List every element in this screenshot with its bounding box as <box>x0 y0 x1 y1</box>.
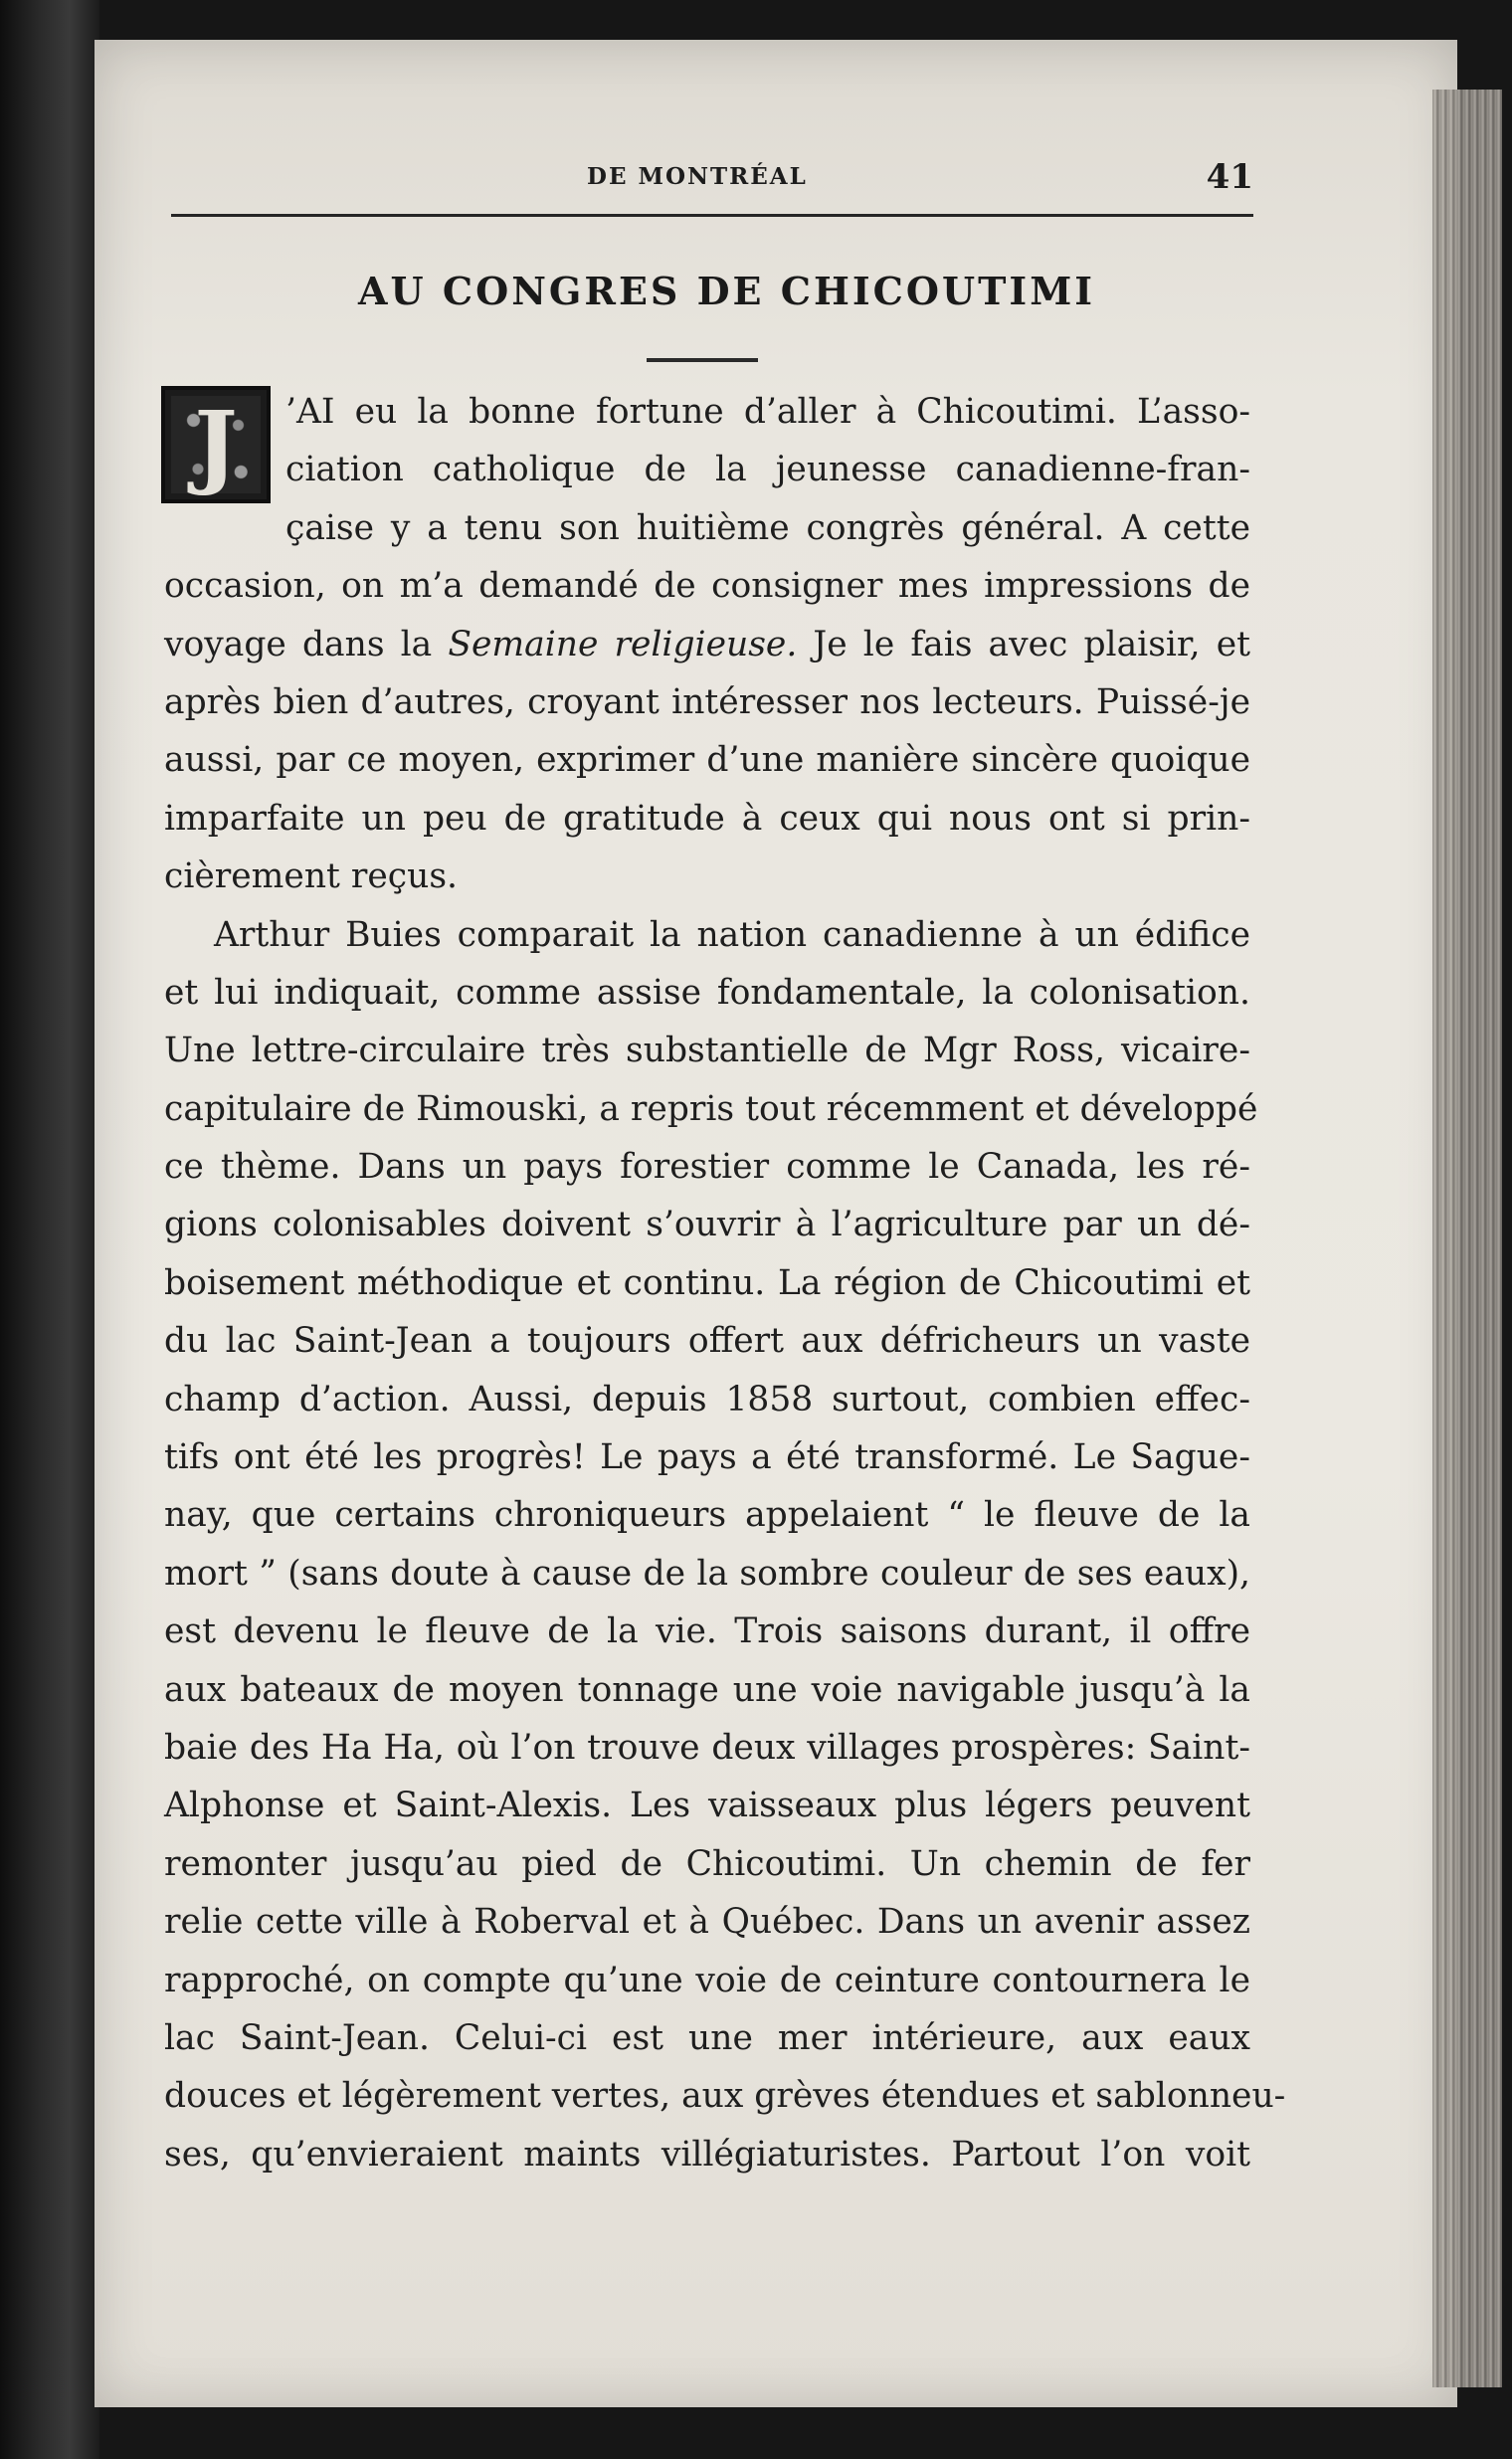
text-line: ciation catholique de la jeunesse canadienne-fran- <box>285 450 1250 490</box>
text-line: boisement méthodique et continu. La région de Chicoutimi et <box>164 1262 1250 1303</box>
dropcap-letter: J <box>194 391 238 498</box>
text-line: gions colonisables doivent s’ouvrir à l’agriculture par un dé- <box>164 1205 1250 1245</box>
header-rule <box>171 214 1253 217</box>
text-line: après bien d’autres, croyant intéresser nos lecteurs. Puissé-je <box>164 681 1250 722</box>
title-rule <box>647 358 758 362</box>
text-line: tifs ont été les progrès! Le pays a été transformé. Le Sague- <box>164 1437 1250 1478</box>
page-number: 41 <box>1206 157 1253 197</box>
text-line: capitulaire de Rimouski, a repris tout récemment et développé <box>164 1088 1258 1129</box>
italic-title: Semaine religieuse. <box>448 624 798 664</box>
text-line: relie cette ville à Roberval et à Québec. Dans un avenir assez <box>164 1902 1250 1943</box>
text-line: ce thème. Dans un pays forestier comme le Canada, les ré- <box>164 1147 1250 1188</box>
text-line: lac Saint-Jean. Celui-ci est une mer intérieure, aux eaux <box>164 2017 1250 2058</box>
running-head <box>169 157 1253 197</box>
text-line: ’AI eu la bonne fortune d’aller à Chicoutimi. L’asso- <box>285 392 1250 432</box>
text-line: nay, que certains chroniqueurs appelaient “ le fleuve de la <box>164 1495 1250 1536</box>
text-line: çaise y a tenu son huitième congrès général. A cette <box>285 507 1250 548</box>
text-line: Arthur Buies comparait la nation canadienne à un édifice <box>214 914 1250 955</box>
text-line: mort ” (sans doute à cause de la sombre couleur de ses eaux), <box>164 1553 1250 1594</box>
text-line: rapproché, on compte qu’une voie de ceinture contournera le <box>164 1960 1250 2000</box>
facing-page-edge <box>0 0 99 2459</box>
text-line: Une lettre-circulaire très substantielle de Mgr Ross, vicaire- <box>164 1031 1250 1071</box>
text-line: aussi, par ce moyen, exprimer d’une manière sincère quoique <box>164 740 1250 781</box>
text-line: remonter jusqu’au pied de Chicoutimi. Un chemin de fer <box>164 1843 1250 1884</box>
running-head-title: DE MONTRÉAL <box>587 163 808 190</box>
text-line: baie des Ha Ha, où l’on trouve deux villages prospères: Saint- <box>164 1727 1250 1768</box>
text-line: est devenu le fleuve de la vie. Trois saisons durant, il offre <box>164 1611 1250 1652</box>
text-line: cièrement reçus. <box>164 856 458 897</box>
text-line: aux bateaux de moyen tonnage une voie navigable jusqu’à la <box>164 1669 1250 1710</box>
text-line: imparfaite un peu de gratitude à ceux qui nous ont si prin- <box>164 798 1250 839</box>
text-line: du lac Saint-Jean a toujours offert aux défricheurs un vaste <box>164 1321 1250 1362</box>
text-line: Alphonse et Saint-Alexis. Les vaisseaux plus légers peuvent <box>164 1786 1250 1826</box>
text-line: champ d’action. Aussi, depuis 1858 surtout, combien effec- <box>164 1379 1250 1419</box>
text-segment: voyage dans la <box>164 624 449 664</box>
chapter-title: AU CONGRES DE CHICOUTIMI <box>358 269 1096 313</box>
text-segment: Je le fais avec plaisir, et <box>797 624 1251 664</box>
text-line: douces et légèrement vertes, aux grèves étendues et sablonneu- <box>164 2076 1286 2117</box>
text-line: occasion, on m’a demandé de consigner mes impressions de <box>164 566 1250 607</box>
body-text <box>164 383 1286 2183</box>
text-line: ses, qu’envieraient maints villégiaturistes. Partout l’on voit <box>164 2134 1250 2175</box>
text-line: et lui indiquait, comme assise fondamentale, la colonisation. <box>164 972 1250 1013</box>
text-line <box>164 616 1250 673</box>
page-stack-edges <box>1432 90 1502 2387</box>
